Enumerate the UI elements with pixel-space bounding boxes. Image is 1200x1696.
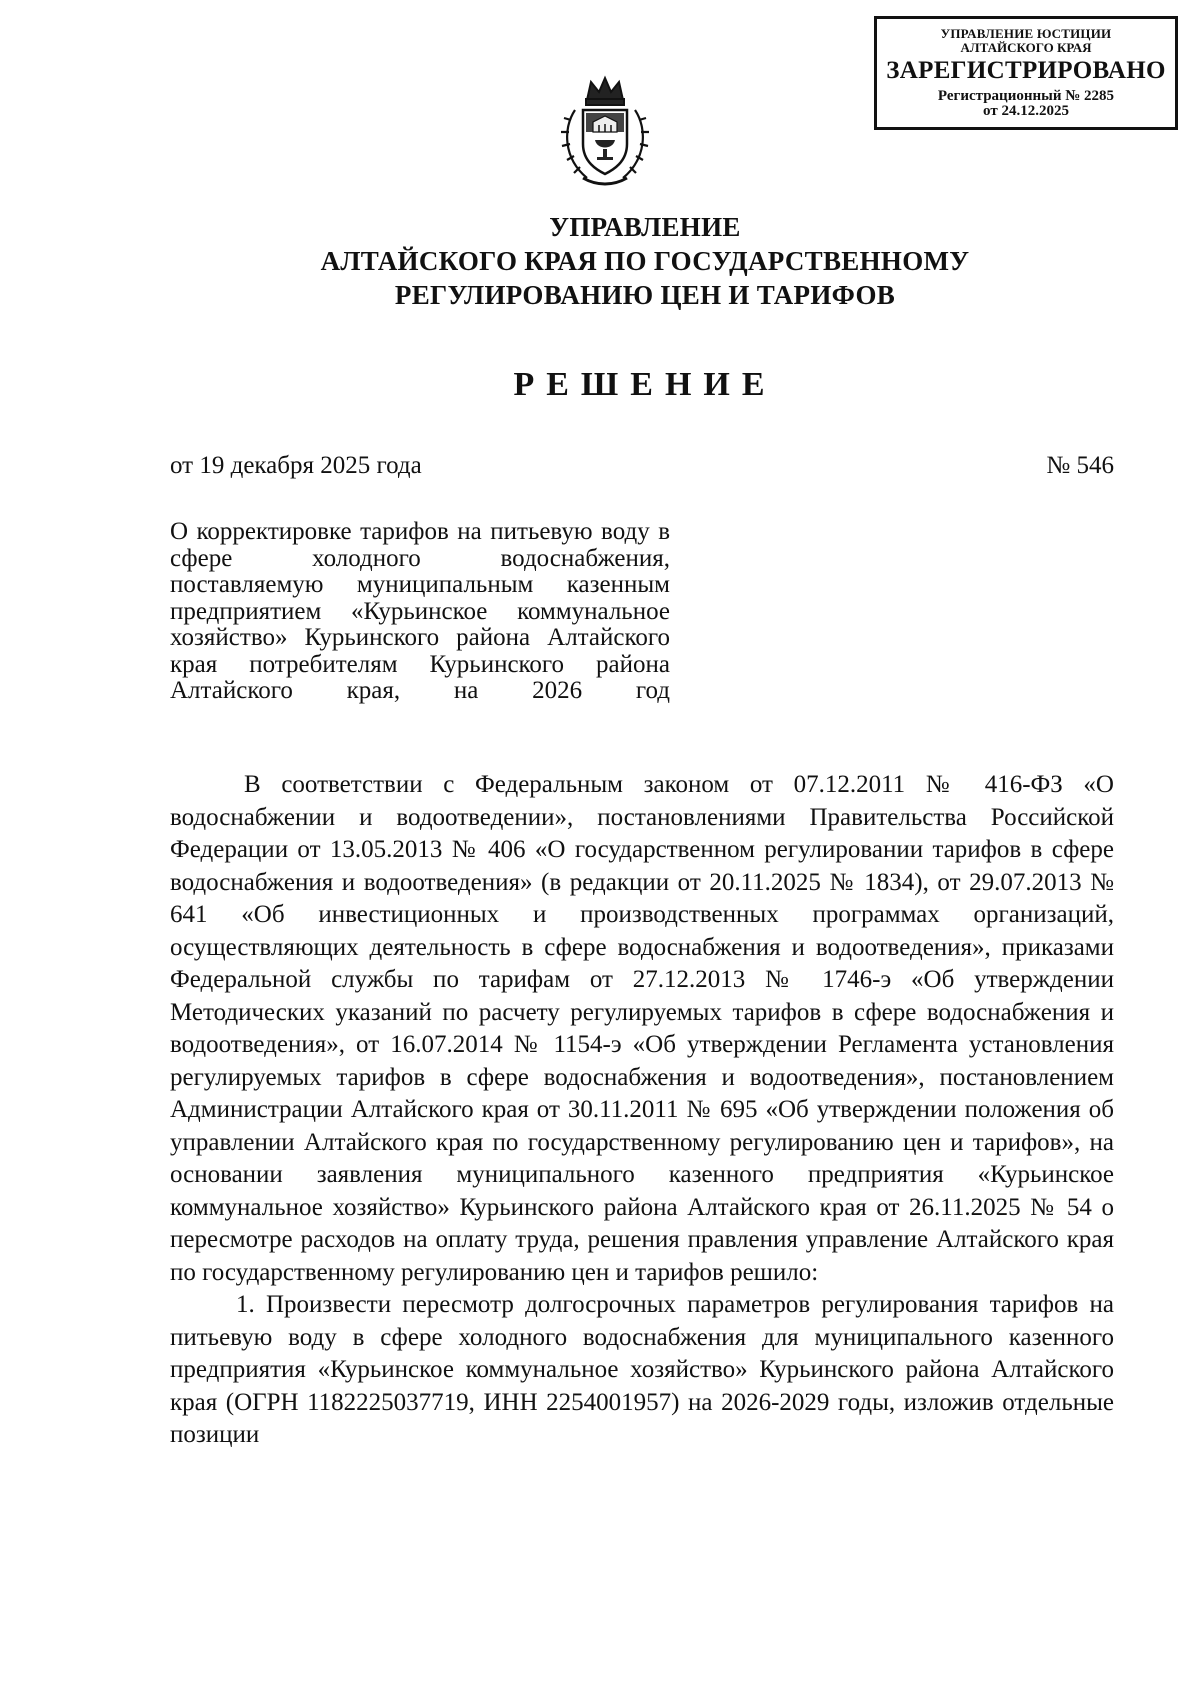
preamble-paragraph: В соответствии с Федеральным законом от 07.12.2011 № 416-ФЗ «О водоснабжении и водоотведении», постановлениями Правительства Российской Федерации от 13.05.2013 № 406 «О государственном регулировании тарифов в сфере водоснабжения и водоотведения» (в редакции от 20.11.2025 № 1834), от 29.07.2013 № 641 «Об инвестиционных и производственных программах организаций, осуществляющих деятельность в сфере водоснабжения и водоотведения», приказами Федеральной службы по тарифам от 27.12.2013 № 1746-э «Об утверждении Методических указаний по расчету регулируемых тарифов в сфере водоснабжения и водоотведения», от 16.07.2014 № 1154-э «Об утверждении Регламента установления регулируемых тарифов в сфере водоснабжения и водоотведения», постановлением Администрации Алтайского края от 30.11.2011 № 695 «Об утверждении положения об управлении Алтайского края по государственному регулированию цен и тарифов», на основании заявления муниципального казенного предприятия «Курьинское коммунальное хозяйство» Курьинского района Алтайского края от 26.11.2025 № 54 о пересмотре расходов на оплату труда, решения правления управление Алтайского края по государственному регулированию цен и тарифов решило: (170, 771, 1114, 1286)
stamp-registration-date: от 24.12.2025 (983, 103, 1069, 120)
org-line-3: РЕГУЛИРОВАНИЮ ЦЕН И ТАРИФОВ (394, 280, 896, 310)
organization-name (0, 210, 1200, 312)
decision-number: № 546 (1046, 452, 1114, 479)
stamp-authority-line2: АЛТАЙСКОГО КРАЯ (960, 39, 1092, 55)
registration-stamp (874, 16, 1178, 130)
stamp-registration-number: Регистрационный № 2285 (937, 87, 1115, 104)
date-number-row (170, 452, 1114, 480)
decision-body (170, 769, 1114, 1452)
decision-date: от 19 декабря 2025 года (170, 452, 422, 479)
document-type-title: РЕШЕНИЕ (513, 366, 777, 403)
coat-of-arms-icon (553, 74, 657, 194)
decision-subject: О корректировке тарифов на питьевую воду в сфере холодного водоснабжения, поставляемую муниципальным казенным предприятием «Курьинское коммунальное хозяйство» Курьинского района Алтайского края потребителям Курьинского района Алтайского края, на 2026 год (170, 518, 670, 704)
org-line-1: УПРАВЛЕНИЕ (549, 212, 741, 242)
stamp-authority-line1: УПРАВЛЕНИЕ ЮСТИЦИИ (940, 26, 1112, 41)
org-line-2: АЛТАЙСКОГО КРАЯ ПО ГОСУДАРСТВЕННОМУ (320, 246, 970, 276)
stamp-registered: ЗАРЕГИСТРИРОВАНО (886, 57, 1166, 85)
item-1-paragraph: 1. Произвести пересмотр долгосрочных параметров регулирования тарифов на питьевую воду в сфере холодного водоснабжения для муниципального казенного предприятия «Курьинское коммунальное хозяйство» Курьинского района Алтайского края (ОГРН 1182225037719, ИНН 2254001957) на 2026-2029 годы, изложив отдельные позиции (170, 1291, 1114, 1448)
